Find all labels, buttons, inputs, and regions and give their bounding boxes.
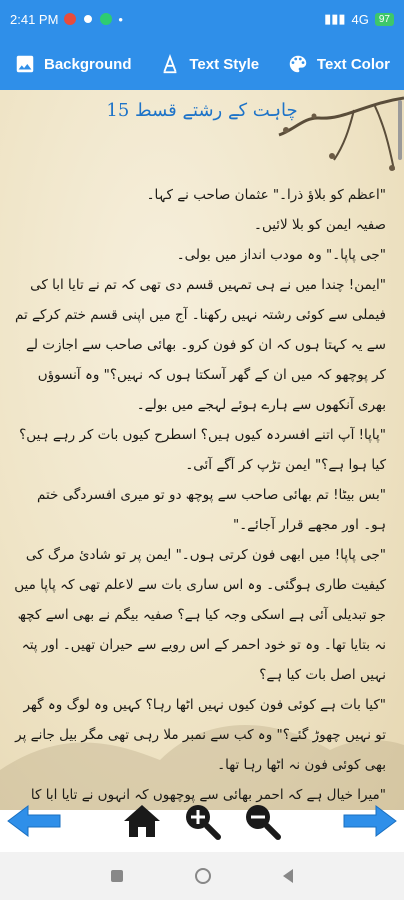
status-time: 2:41 PM — [10, 11, 59, 27]
paragraph: "کیا بات ہے کوئی فون کیوں نہیں اٹھا رہا؟ کہیں وہ لوگ وہ گھر تو نہیں چھوڑ گئے؟" وہ کب سے نمبر ملا رہی تھی مگر بیل جانے پر بھی کوئی فون نہ اٹھا رہا تھا۔ — [15, 697, 386, 773]
system-nav-bar — [0, 852, 404, 900]
home-icon[interactable] — [122, 801, 162, 841]
center-controls — [122, 801, 282, 841]
network-type: 4G — [351, 11, 369, 27]
home-nav-button[interactable] — [195, 868, 211, 884]
paragraph: "ایمن! چندا میں نے ہی تمہیں قسم دی تھی کہ تم نے تایا ابا کی فیملی سے کوئی رشتہ نہیں رکھنا۔ آج میں اپنی قسم ختم کرکے تم سے یہ کہتا ہوں کہ ان کو فون کرو۔ بھائی صاحب سے اجازت لے کر پوچھو کہ میں ان کے گھر آسکتا ہوں کہ نہیں؟" وہ آنسوؤں بھری آنکھوں سے ہارے ہوئے لہجے میں بولے۔ — [15, 277, 386, 413]
paragraph: "جی پاپا! میں ابھی فون کرتی ہوں۔" ایمن پر تو شادیٔ مرگ کی کیفیت طاری ہوگئی۔ وہ اس ساری بات سے لاعلم تھی کہ پاپا میں جو تبدیلی آئی ہے اسکی وجہ کیا ہے؟ صفیہ بیگم نے بھی اسے کچھ نہ بتایا تھا۔ وہ تو خود احمر کے اس رویے سے حیران تھیں۔ اور پتہ نہیں اصل بات کیا ہے؟ — [14, 547, 386, 683]
text-color-button[interactable] — [287, 53, 390, 75]
zoom-out-icon[interactable] — [242, 801, 282, 841]
recent-apps-button[interactable] — [111, 870, 123, 882]
arrow-left-icon[interactable] — [6, 804, 62, 838]
chapter-content — [10, 180, 386, 810]
background-button[interactable] — [14, 53, 132, 75]
paragraph: "میرا خیال ہے کہ احمر بھائی سے پوچھوں کہ انہوں نے تایا ابا کا — [30, 787, 386, 803]
chapter-title: چاہت کے رشتے قسط 15 — [106, 100, 298, 121]
back-button[interactable] — [283, 869, 293, 883]
paragraph: "اعظم کو بلاؤ ذرا۔" عثمان صاحب نے کہا۔ — [146, 187, 386, 203]
battery-indicator: 97 — [375, 13, 394, 26]
dot-icon: • — [118, 11, 123, 27]
status-right — [324, 11, 394, 27]
text-style-button[interactable] — [159, 53, 259, 75]
reading-page[interactable] — [0, 90, 404, 810]
zoom-in-icon[interactable] — [182, 801, 222, 841]
text-style-label: Text Style — [189, 55, 260, 73]
signal-icon: ▮▮▮ — [324, 11, 346, 26]
arrow-right-icon[interactable] — [342, 804, 398, 838]
status-left — [10, 12, 123, 27]
paragraph: صفیہ ایمن کو بلا لائیں۔ — [254, 217, 386, 233]
alarm-icon — [82, 13, 94, 25]
text-color-label: Text Color — [316, 55, 390, 73]
status-bar — [0, 0, 404, 38]
image-icon — [14, 53, 36, 75]
notification-icon — [64, 13, 76, 25]
paragraph: "پاپا! آپ اتنے افسردہ کیوں ہیں؟ اسطرح کیوں بات کر رہے ہیں؟ کیا ہوا ہے؟" ایمن تڑپ کر آگے آئی۔ — [19, 427, 386, 473]
palette-icon — [287, 53, 309, 75]
background-label: Background — [44, 55, 132, 73]
bottom-action-bar — [0, 790, 404, 852]
paragraph: "جی پاپا۔" وہ مودب انداز میں بولی۔ — [176, 247, 386, 263]
app-icon — [100, 13, 112, 25]
paragraph: "بس بیٹا! تم بھائی صاحب سے پوچھ دو تو میری افسردگی ختم ہو۔ اور مجھے قرار آجائے۔" — [36, 487, 386, 533]
text-style-icon — [159, 53, 181, 75]
toolbar — [0, 38, 404, 90]
